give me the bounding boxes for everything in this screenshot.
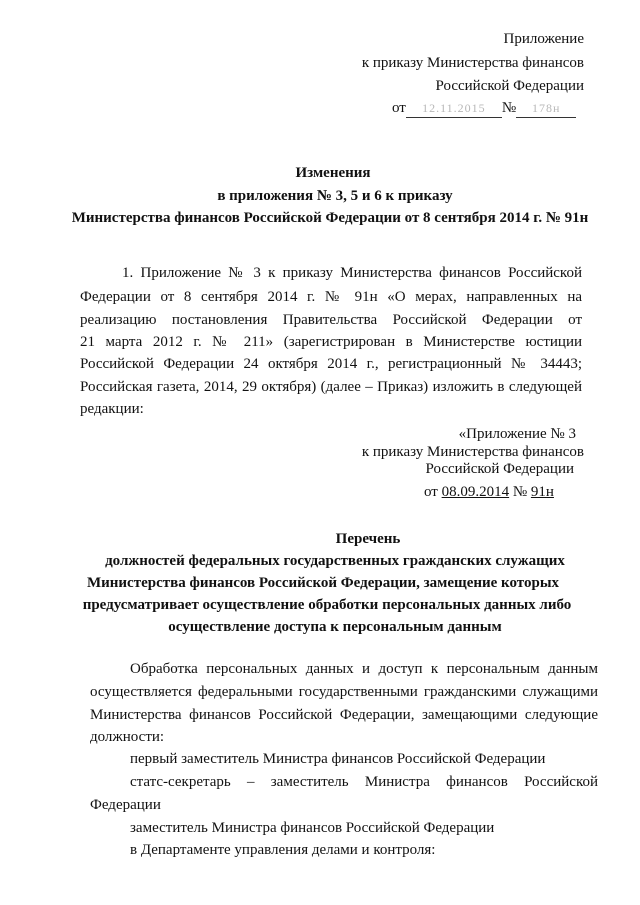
title-line-2: в приложения № 3, 5 и 6 к приказу <box>217 188 453 204</box>
appendix-header-line-1: «Приложение № 3 <box>458 426 576 442</box>
title-line-3: Министерства финансов Российской Федерации от 8 сентября 2014 г. № 91н <box>71 210 589 226</box>
position-item-continuation: Федерации <box>90 797 161 813</box>
header-date-value: 12.11.2015 <box>406 99 502 118</box>
header-date-prefix: от <box>392 100 406 116</box>
header-line-2: к приказу Министерства финансов <box>361 55 584 71</box>
paragraph-1-line: Российской Федерации 24 октября 2014 г., регистрационный № 34443; <box>80 356 582 372</box>
paragraph-1-line: Федерации от 8 сентября 2014 г. № 91н «О мерах, направленных на <box>80 289 582 305</box>
header-line-1: Приложение <box>503 31 584 47</box>
appendix-header-line-3: Российской Федерации <box>425 461 574 477</box>
paragraph-1-line: Российская газета, 2014, 29 октября) (далее – Приказ) изложить в следующей <box>80 379 582 395</box>
list-title-line-3: Министерства финансов Российской Федерации, замещение которых <box>86 575 560 591</box>
paragraph-1-line: редакции: <box>80 401 144 417</box>
appendix-header-date-number <box>424 483 554 501</box>
list-title-line-4: предусматривает осуществление обработки персональных данных либо <box>82 597 572 613</box>
appendix-number-value: 91н <box>530 484 554 500</box>
list-title-line-1: Перечень <box>335 531 401 547</box>
header-number-value: 178н <box>516 99 576 118</box>
paragraph-2-line: Министерства финансов Российской Федерации, замещающими следующие <box>90 707 598 723</box>
position-item: заместитель Министра финансов Российской Федерации <box>130 820 495 836</box>
appendix-date-value: 08.09.2014 <box>441 484 510 500</box>
paragraph-2-line: Обработка персональных данных и доступ к персональным данным <box>130 661 598 677</box>
paragraph-1-line: 1. Приложение № 3 к приказу Министерства финансов Российской <box>122 265 582 281</box>
list-title-line-5: осуществление доступа к персональным данным <box>168 619 502 635</box>
appendix-header-line-2: к приказу Министерства финансов <box>361 444 584 460</box>
paragraph-2-line: осуществляется федеральными государственными гражданскими служащими <box>90 684 598 700</box>
position-item: первый заместитель Министра финансов Российской Федерации <box>130 751 546 767</box>
position-item: в Департаменте управления делами и контроля: <box>130 842 436 858</box>
paragraph-1-line: 21 марта 2012 г. № 211» (зарегистрирован в Министерстве юстиции <box>80 334 582 350</box>
appendix-number-prefix: № <box>512 484 528 500</box>
header-line-3: Российской Федерации <box>435 78 584 94</box>
header-number-prefix: № <box>501 100 517 116</box>
header-date-number <box>392 99 576 118</box>
paragraph-2-line: должности: <box>90 729 165 745</box>
list-title-line-2: должностей федеральных государственных гражданских служащих <box>105 553 565 569</box>
paragraph-1-line: реализацию постановления Правительства Российской Федерации от <box>80 312 582 328</box>
position-item: статс-секретарь – заместитель Министра финансов Российской <box>130 774 598 790</box>
appendix-date-prefix: от <box>424 484 438 500</box>
title-line-1: Изменения <box>295 165 371 181</box>
